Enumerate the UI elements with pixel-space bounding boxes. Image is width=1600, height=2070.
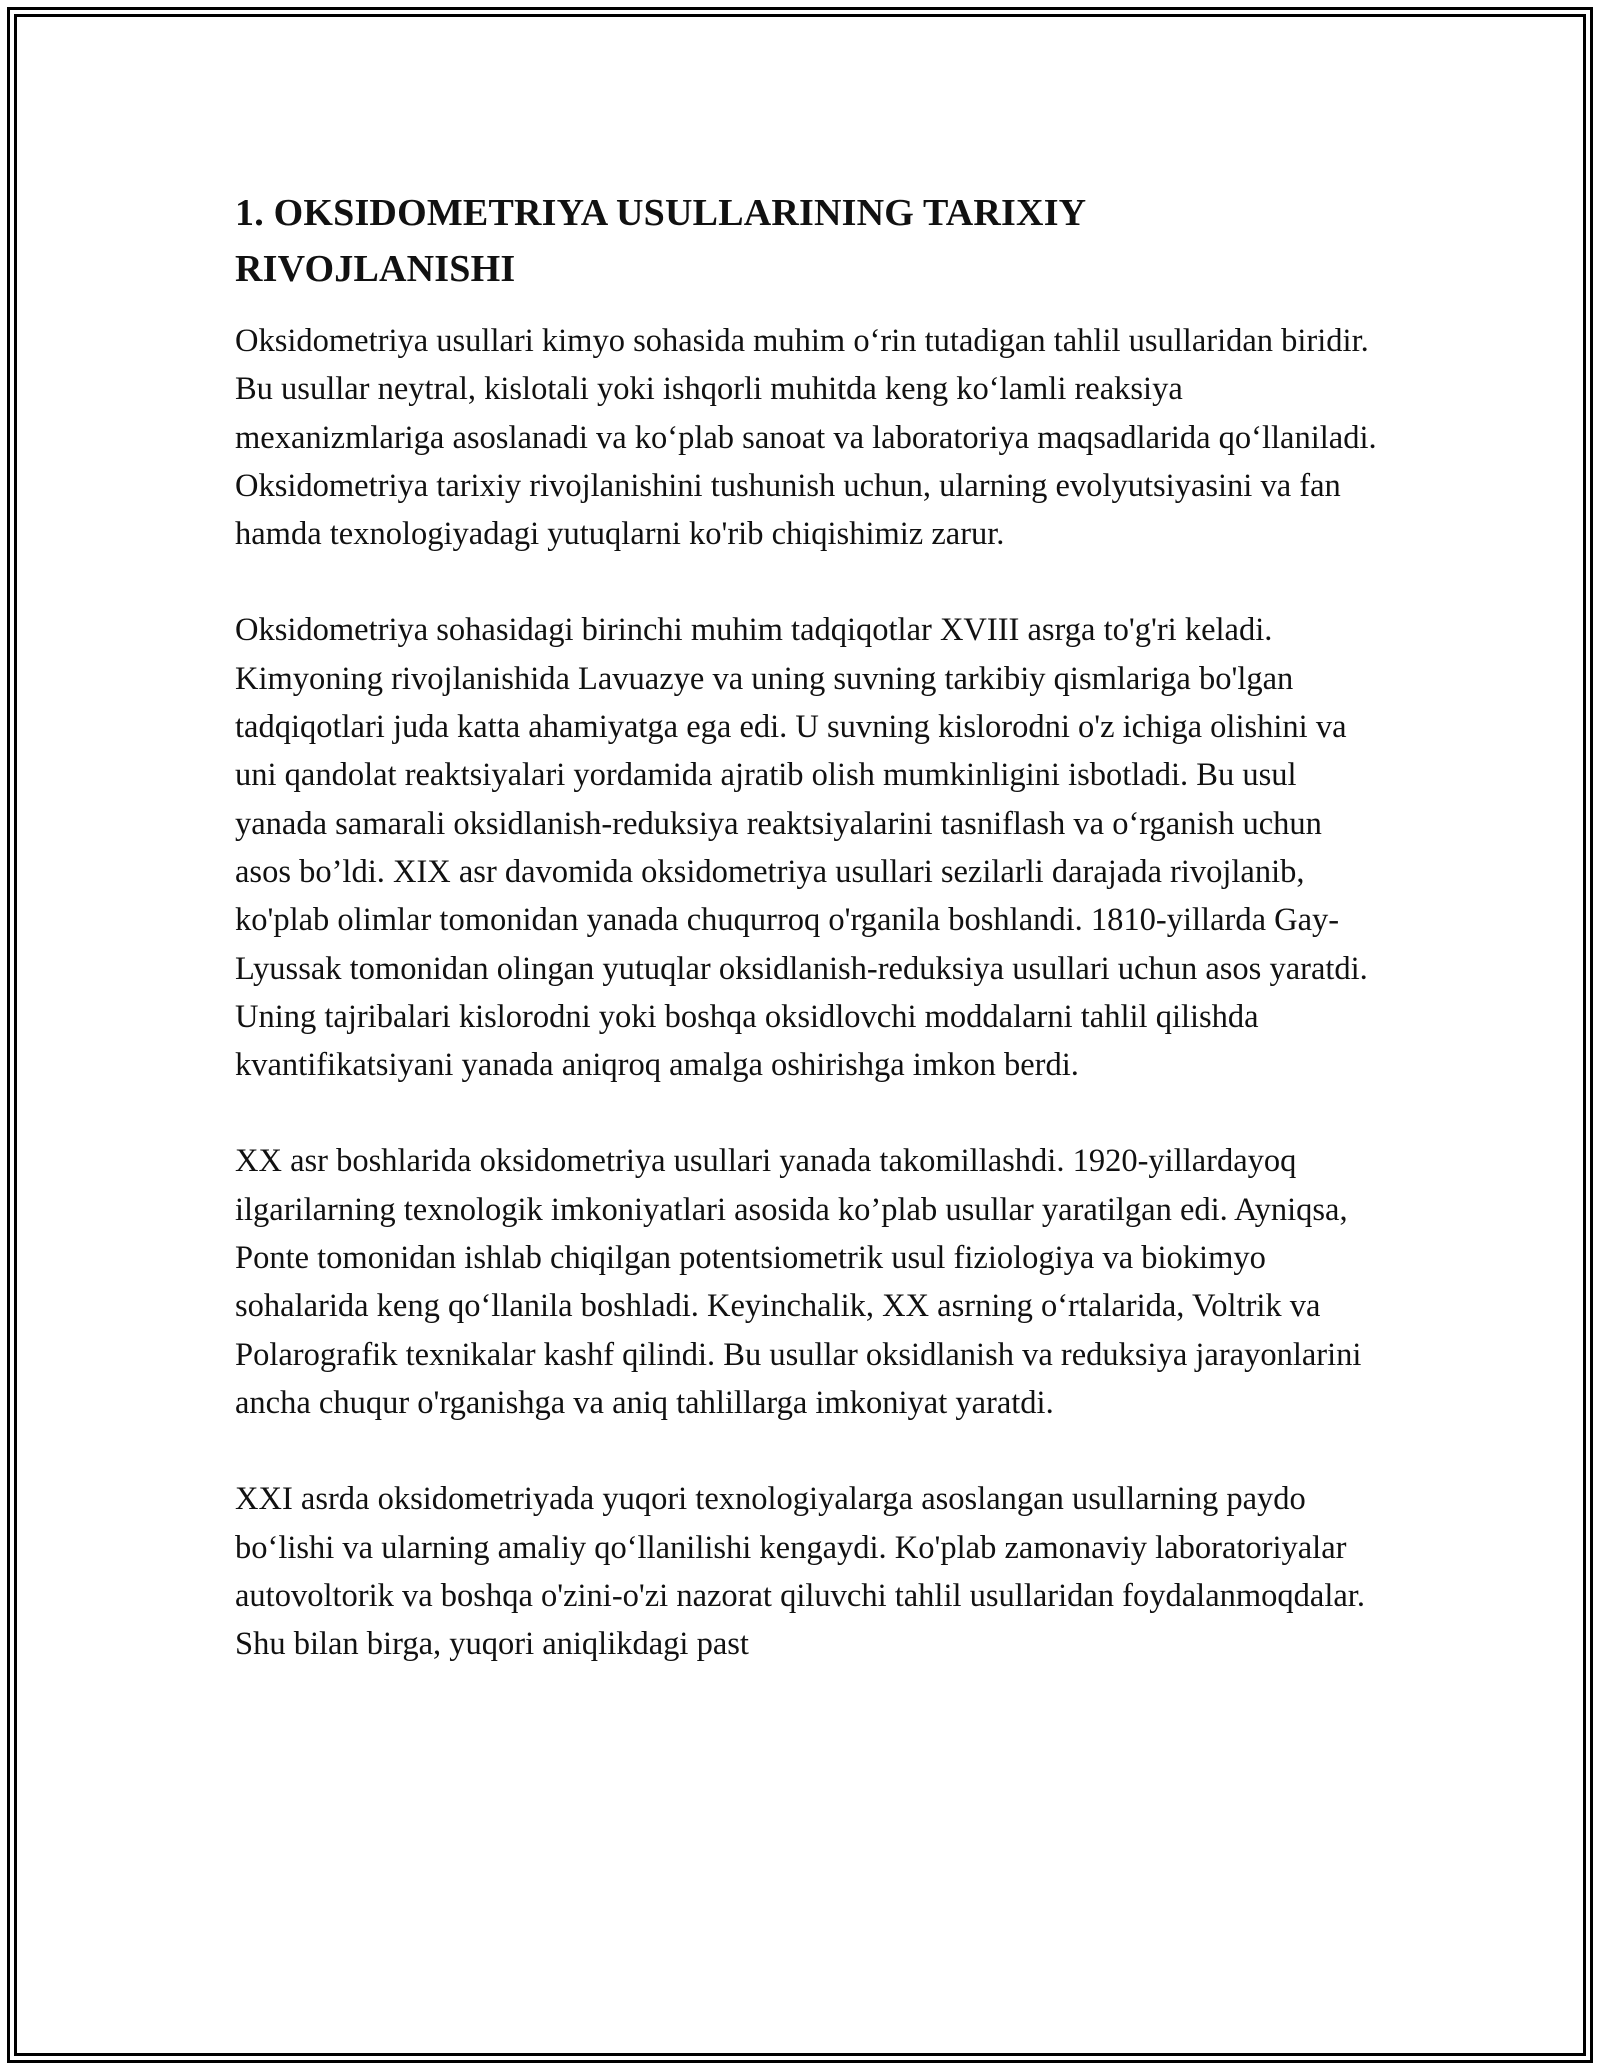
heading-line-2: RIVOJLANISHI [235,248,516,290]
document-page [235,185,1380,1668]
paragraph-3: XX asr boshlarida oksidometriya usullari yanada takomillashdi. 1920-yillardayoq ilgarilarning texnologik imkoniyatlari asosida ko’plab usullar yaratilgan edi. Ayniqsa, Ponte tomonidan ishlab chiqilgan potentsiometrik usul fiziologiya va biokimyo sohalarida keng qo‘llanila boshladi. Keyinchalik, XX asrning o‘rtalarida, Voltrik va Polarografik texnikalar kashf qilindi. Bu usullar oksidlanish va reduksiya jarayonlarini ancha chuqur o'rganishga va aniq tahlillarga imkoniyat yaratdi. [235,1143,1362,1421]
paragraph-1: Oksidometriya usullari kimyo sohasida muhim o‘rin tutadigan tahlil usullaridan biridir. Bu usullar neytral, kislotali yoki ishqorli muhitda keng ko‘lamli reaksiya mexanizmlariga asoslanadi va ko‘plab sanoat va laboratoriya maqsadlarida qo‘llaniladi. Oksidometriya tarixiy rivojlanishini tushunish uchun, ularning evolyutsiyasini va fan hamda texnologiyadagi yutuqlarni ko'rib chiqishimiz zarur. [235,323,1377,553]
section-heading [235,185,1380,297]
paragraph-4: XXI asrda oksidometriyada yuqori texnologiyalarga asoslangan usullarning paydo bo‘lishi va ularning amaliy qo‘llanilishi kengaydi. Ko'plab zamonaviy laboratoriyalar autovoltorik va boshqa o'zini-o'zi nazorat qiluvchi tahlil usullaridan foydalanmoqdalar. Shu bilan birga, yuqori aniqlikdagi past [235,1481,1365,1663]
heading-line-1: 1. OKSIDOMETRIYA USULLARINING TARIXIY [235,192,1087,234]
paragraph-2: Oksidometriya sohasidagi birinchi muhim tadqiqotlar XVIII asrga to'g'ri keladi. Kimyoning rivojlanishida Lavuazye va uning suvning tarkibiy qismlariga bo'lgan tadqiqotlari juda katta ahamiyatga ega edi. U suvning kislorodni o'z ichiga olishini va uni qandolat reaktsiyalari yordamida ajratib olish mumkinligini isbotladi. Bu usul yanada samarali oksidlanish-reduksiya reaktsiyalarini tasniflash va o‘rganish uchun asos bo’ldi. XIX asr davomida oksidometriya usullari sezilarli darajada rivojlanib, ko'plab olimlar tomonidan yanada chuqurroq o'rganila boshlandi. 1810-yillarda Gay-Lyussak tomonidan olingan yutuqlar oksidlanish-reduksiya usullari uchun asos yaratdi. Uning tajribalari kislorodni yoki boshqa oksidlovchi moddalarni tahlil qilishda kvantifikatsiyani yanada aniqroq amalga oshirishga imkon berdi. [235,612,1368,1084]
